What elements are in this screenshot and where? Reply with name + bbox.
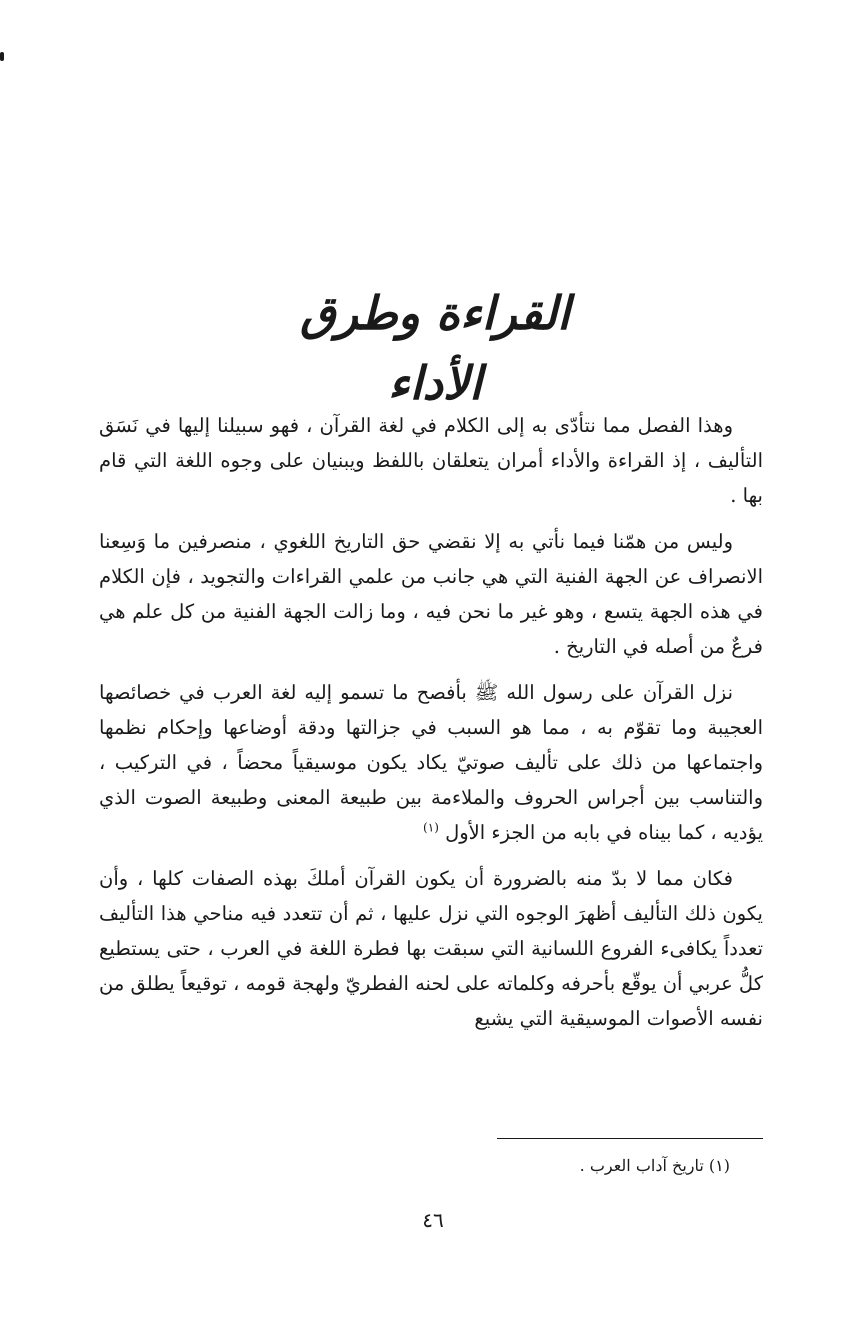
- paragraph-3-text: نزل القرآن على رسول الله ﷺ بأفصح ما تسمو إليه لغة العرب في خصائصها العجيبة وما تقوّم به ، مما هو السبب في جزالتها ودقة أوضاعها وإحكام نظمها واجتماعها من ذلك على تأليف صوتيّ يكاد يكون موسيقياً محضاً ، في التركيب ، والتناسب بين أجراس الحروف والملاءمة بين طبيعة المعنى وطبيعة الصوت الذي يؤديه ، كما بيناه في بابه من الجزء الأول: [99, 681, 763, 844]
- body-text: [99, 408, 763, 1036]
- paragraph-2: وليس من همّنا فيما نأتي به إلا نقضي حق التاريخ اللغوي ، منصرفين ما وَسِعنا الانصراف عن الجهة الفنية التي هي جانب من علمي القراءات والتجويد ، فإن الكلام في هذه الجهة يتسع ، وهو غير ما نحن فيه ، وما زالت الجهة الفنية من كل علم هي فرعٌ من أصله في التاريخ .: [99, 530, 763, 658]
- page-number: ٤٦: [422, 1208, 444, 1232]
- footnote-reference: (١): [423, 820, 439, 835]
- paragraph-4: فكان مما لا بدّ منه بالضرورة أن يكون القرآن أملكَ بهذه الصفات كلها ، وأن يكون ذلك التأليف أظهرَ الوجوه التي نزل عليها ، ثم أن تتعدد فيه مناحي هذا التأليف تعدداً يكافىء الفروع اللسانية التي سبقت بها فطرة اللغة في العرب ، حتى يستطيع كلُّ عربي أن يوقّع بأحرفه وكلماته على لحنه الفطريّ ولهجة قومه ، توقيعاً يطلق من نفسه الأصوات الموسيقية التي يشيع: [99, 867, 763, 1030]
- page-edge-mark: [0, 52, 4, 61]
- paragraph-1: وهذا الفصل مما نتأدّى به إلى الكلام في لغة القرآن ، فهو سبيلنا إليها في نَسَق التأليف ، إذ القراءة والأداء أمران يتعلقان باللفظ ويبنيان على وجوه اللغة التي قام بها .: [99, 414, 763, 507]
- chapter-title: القراءة وطرق الأداء: [300, 286, 570, 410]
- footnote: (١) تاريخ آداب العرب .: [579, 1156, 730, 1175]
- footnote-divider: [497, 1138, 763, 1139]
- paragraph-3: [99, 675, 763, 850]
